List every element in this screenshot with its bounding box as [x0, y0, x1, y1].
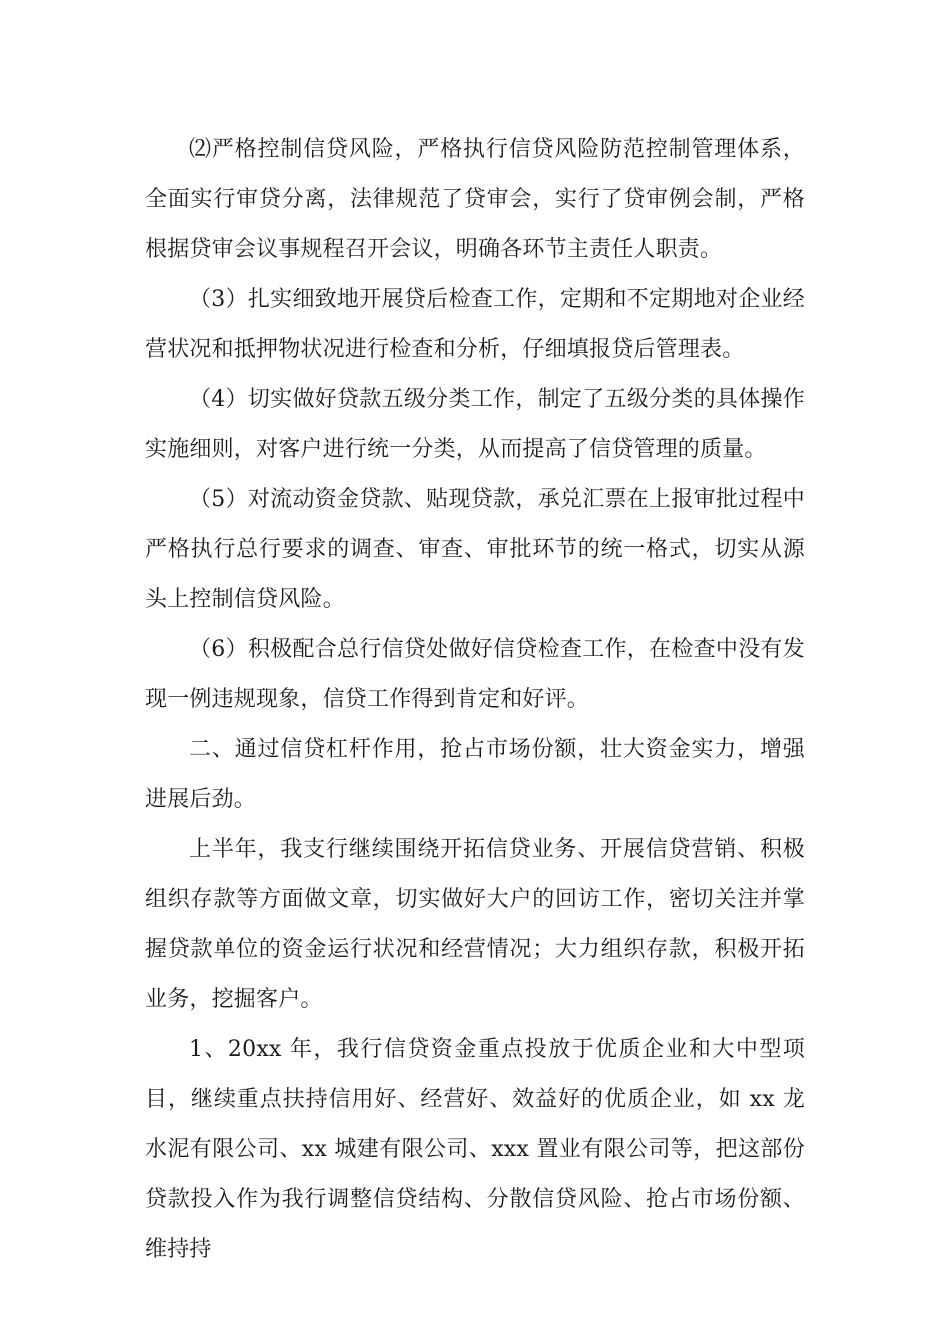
paragraph-first-half-year: 上半年，我支行继续围绕开拓信贷业务、开展信贷营销、积极组织存款等方面做文章，切实做好大户的回访工作，密切关注并掌握贷款单位的资金运行状况和经营情况；大力组织存款，积极开拓业务，挖掘客户。 — [145, 837, 805, 1012]
paragraph-credit-inspection: （6）积极配合总行信贷处做好信贷检查工作，在检查中没有发现一例违规现象，信贷工作得到肯定和好评。 — [145, 637, 805, 712]
paragraph-post-loan-check: （3）扎实细致地开展贷后检查工作，定期和不定期地对企业经营状况和抵押物状况进行检查和分析，仔细填报贷后管理表。 — [145, 287, 805, 362]
paragraph-risk-control: ⑵严格控制信贷风险，严格执行信贷风险防范控制管理体系，全面实行审贷分离，法律规范了贷审会，实行了贷审例会制，严格根据贷审会议事规程召开会议，明确各环节主责任人职责。 — [145, 137, 805, 262]
paragraph-five-level-classification: （4）切实做好贷款五级分类工作，制定了五级分类的具体操作实施细则，对客户进行统一分类，从而提高了信贷管理的质量。 — [145, 387, 805, 462]
document-body — [145, 125, 805, 1275]
section-heading-two: 二、通过信贷杠杆作用，抢占市场份额，壮大资金实力，增强进展后劲。 — [145, 737, 805, 812]
paragraph-working-capital: （5）对流动资金贷款、贴现贷款，承兑汇票在上报审批过程中严格执行总行要求的调查、审查、审批环节的统一格式，切实从源头上控制信贷风险。 — [145, 487, 805, 612]
paragraph-item-one: 1、20xx 年，我行信贷资金重点投放于优质企业和大中型项目，继续重点扶持信用好、经营好、效益好的优质企业，如 xx 龙水泥有限公司、xx 城建有限公司、xxx 置业有限公司等，把这部份贷款投入作为我行调整信贷结构、分散信贷风险、抢占市场份额、维持持 — [145, 1037, 805, 1262]
